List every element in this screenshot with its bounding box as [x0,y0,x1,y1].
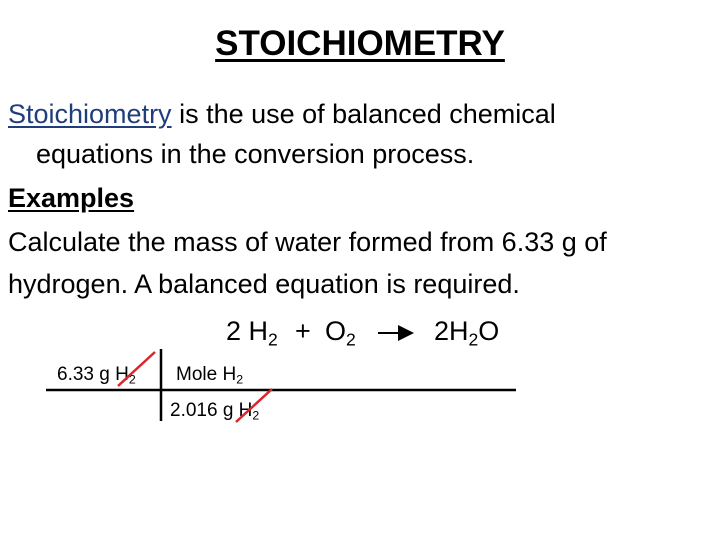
given-quantity: 6.33 g $H_2$ [57,364,136,387]
reactant-hydrogen: 2 $H_2$ [226,316,278,350]
cancel-mark-given [118,352,155,386]
examples-heading: Examples [8,183,135,213]
product-water: $2H_2O$ [434,316,500,350]
definition-text: is the use of balanced chemical [171,99,556,129]
reactant-oxygen: $O_2$ [325,316,356,350]
problem-line-1: Calculate the mass of water formed from 6.33 g of [8,227,607,257]
plus-sign: + [295,316,311,346]
definition-line-2: equations in the conversion process. [36,139,475,169]
page-title: STOICHIOMETRY [215,24,505,63]
problem-line-2: hydrogen. A balanced equation is required. [8,269,520,299]
cancel-mark-denominator [236,389,272,422]
denominator-unit: 2.016 g $H_2$ [170,400,260,423]
stoichiometry-term: Stoichiometry [8,99,172,129]
numerator-unit: Mole $H_2$ [176,364,244,387]
